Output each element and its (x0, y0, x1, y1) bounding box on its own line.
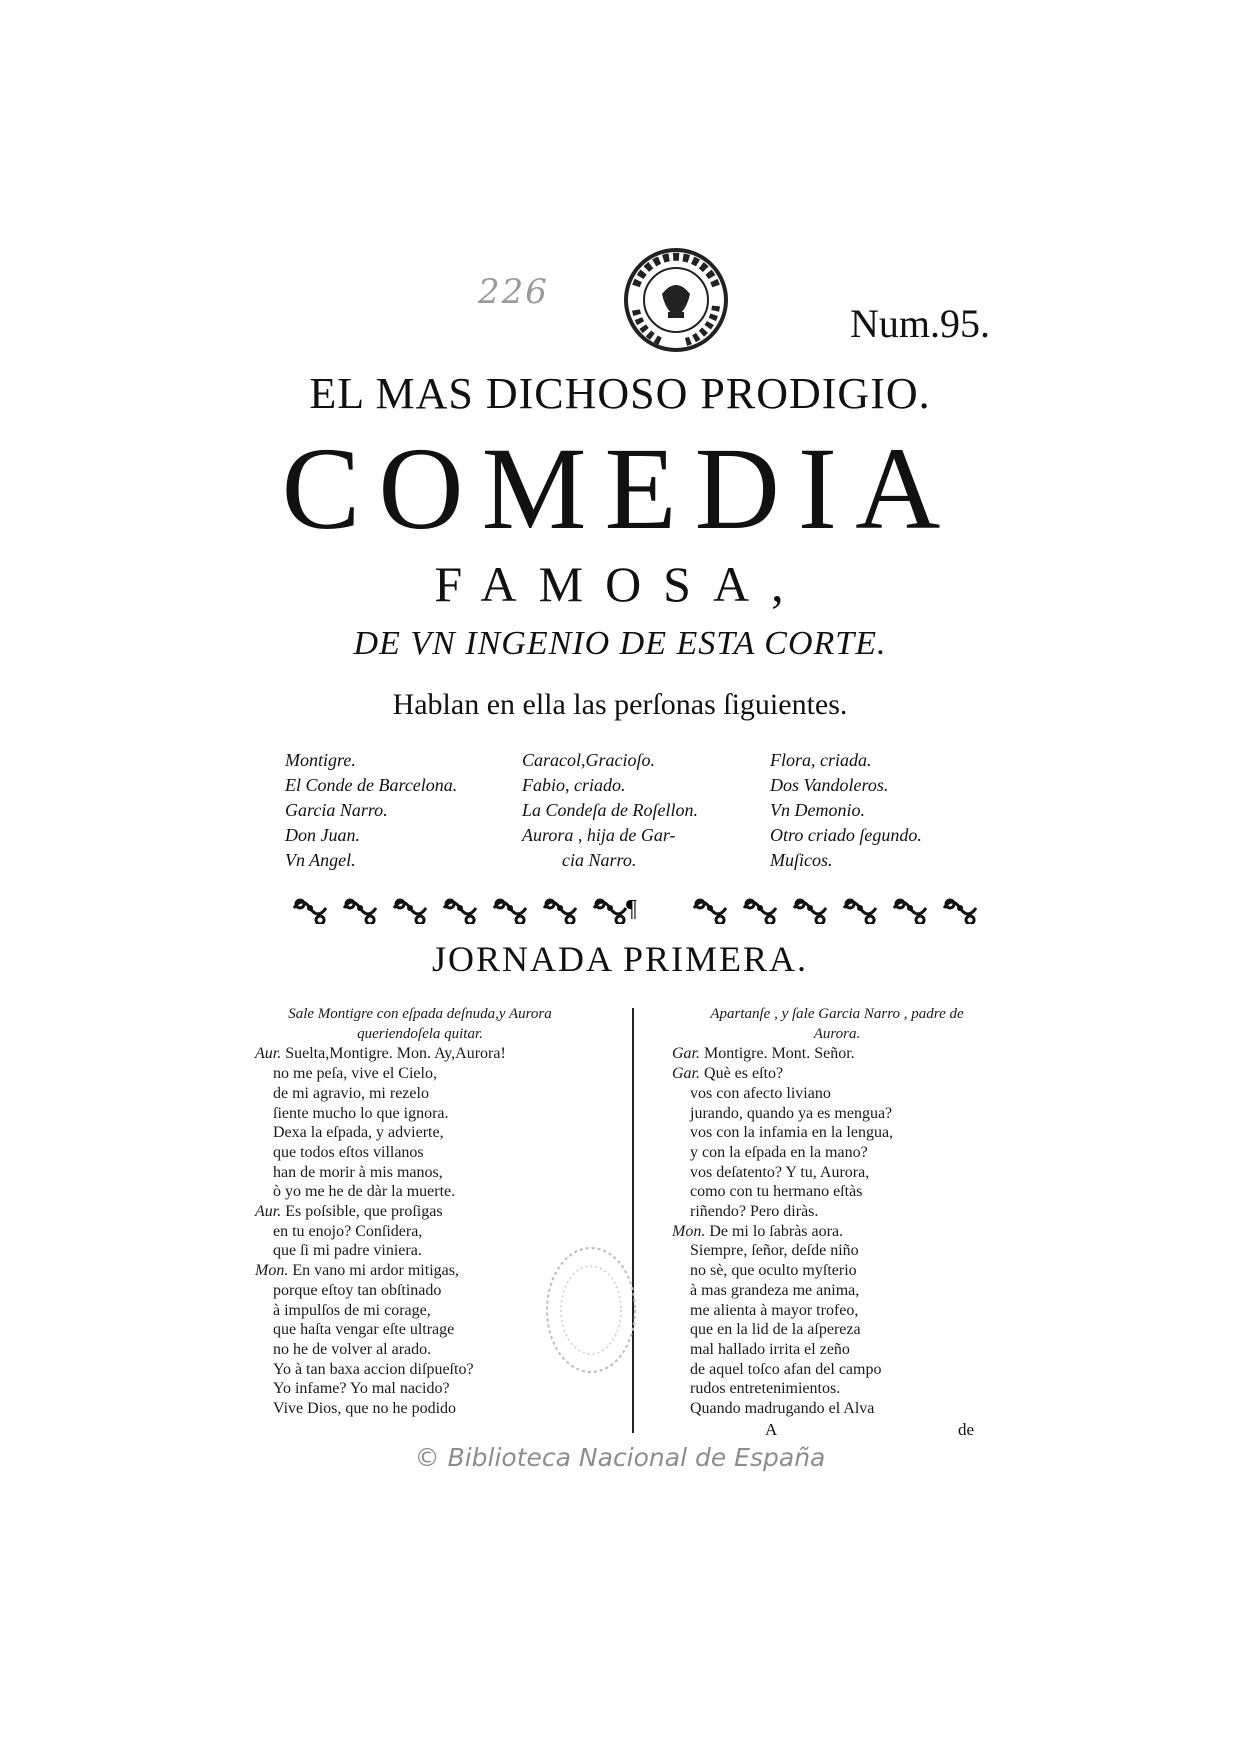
speaker-label: Gar. (672, 1045, 701, 1063)
verse-line (255, 1222, 585, 1242)
verse-line (255, 1261, 585, 1281)
library-stamp-icon (622, 246, 730, 354)
verse-text: ſiente mucho lo que ignora. (273, 1104, 449, 1122)
play-number: Num.95. (850, 301, 990, 346)
play-title: EL MAS DICHOSO PRODIGIO. (309, 369, 931, 418)
verse-text: de aquel toſco afan del campo (690, 1360, 882, 1378)
verse-text: Siempre, ſeñor, deſde niño (690, 1242, 859, 1260)
cast-item: Dos Vandoleros. (770, 775, 889, 795)
verse-text: y con la eſpada en la mano? (690, 1143, 868, 1161)
verse-text: Quando madrugando el Alva (690, 1400, 875, 1418)
verse-text: rudos entretenimientos. (690, 1380, 841, 1398)
verse-line (255, 1202, 585, 1222)
cast-item: Caracol,Gracioſo. (522, 750, 655, 770)
verse-line (672, 1340, 1002, 1360)
verse-text: De mi lo ſabràs aora. (709, 1222, 844, 1240)
cast-column-2 (522, 748, 742, 873)
stage-direction: Apartanſe , y ſale Garcia Narro , padre de (710, 1006, 964, 1022)
verse-text: en tu enojo? Conſidera, (273, 1222, 423, 1240)
copyright-watermark: © Biblioteca Nacional de España (414, 1443, 826, 1472)
verse-text: Yo infame? Yo mal nacido? (273, 1380, 450, 1398)
ornament-divider-icon (286, 892, 990, 924)
verse-line (672, 1104, 1002, 1124)
verse-line (255, 1044, 585, 1064)
verse-text: Es poſsible, que proſigas (285, 1203, 443, 1221)
verse-line (255, 1301, 585, 1321)
verse-line (672, 1399, 1002, 1419)
cast-item: Don Juan. (285, 825, 360, 845)
act-title: JORNADA PRIMERA. (431, 939, 809, 979)
verse-line (255, 1143, 585, 1163)
svg-text:¶: ¶ (626, 896, 637, 922)
verse-text: han de morir à mis manos, (273, 1163, 443, 1181)
cast-item: Aurora , hija de Gar- (522, 825, 676, 845)
verse-line (672, 1084, 1002, 1104)
verse-text: vos con la infamia en la lengua, (690, 1124, 894, 1142)
verse-text: En vano mi ardor mitigas, (292, 1262, 459, 1280)
cast-item: Flora, criada. (770, 750, 872, 770)
speaker-label: Gar. (672, 1065, 701, 1083)
stage-direction: Aurora. (813, 1025, 861, 1042)
speaker-label: Aur. (255, 1203, 282, 1221)
verse-line (672, 1261, 1002, 1281)
cast-item: Otro criado ſegundo. (770, 825, 922, 845)
verse-line (672, 1222, 1002, 1242)
verse-line (255, 1084, 585, 1104)
verse-text: Què es eſto? (704, 1065, 784, 1083)
verse-text: de mi agravio, mi rezelo (273, 1084, 429, 1102)
verse-text: porque eſtoy tan obſtinado (273, 1281, 442, 1299)
genre-subheading: FAMOSA, (434, 556, 806, 612)
cast-item: La Condeſa de Roſellon. (522, 800, 698, 820)
author-line: DE VN INGENIO DE ESTA CORTE. (353, 625, 887, 662)
verse-text: Dexa la eſpada, y advierte, (273, 1124, 444, 1142)
verse-text: Yo à tan baxa accion diſpueſto? (273, 1360, 474, 1378)
verse-text: mal hallado irrita el zeño (690, 1340, 850, 1358)
verse-line (255, 1360, 585, 1380)
verse-column-right (672, 1005, 1002, 1419)
verse-text: que todos eſtos villanos (273, 1143, 424, 1161)
catchword: de (958, 1420, 975, 1439)
verse-column-left (255, 1005, 585, 1419)
verse-line (255, 1399, 585, 1419)
cast-item: Muſicos. (770, 850, 833, 870)
verse-line (672, 1360, 1002, 1380)
stage-direction: Sale Montigre con eſpada deſnuda,y Aurora (288, 1006, 552, 1022)
verse-line (255, 1241, 585, 1261)
verse-line (255, 1104, 585, 1124)
verse-text: riñendo? Pero diràs. (690, 1203, 819, 1221)
verse-line (672, 1123, 1002, 1143)
verse-line (672, 1320, 1002, 1340)
verse-line (672, 1044, 1002, 1064)
cast-intro: Hablan en ella las perſonas ſiguientes. (392, 688, 848, 721)
verse-line (255, 1320, 585, 1340)
verse-line (672, 1182, 1002, 1202)
verse-text: Vive Dios, que no he podido (273, 1400, 457, 1418)
verse-text: me alienta à mayor trofeo, (690, 1301, 859, 1319)
verse-line (672, 1064, 1002, 1084)
verse-text: ò yo me he de dàr la muerte. (273, 1183, 456, 1201)
verse-line (255, 1281, 585, 1301)
cast-item: Vn Angel. (285, 850, 356, 870)
cast-item: Fabio, criado. (522, 775, 626, 795)
cast-column-1 (285, 748, 505, 873)
genre-heading: COMEDIA (281, 423, 959, 554)
verse-line (255, 1064, 585, 1084)
verse-line (672, 1143, 1002, 1163)
cast-item: Garcia Narro. (285, 800, 388, 820)
signature-mark: A (765, 1420, 778, 1439)
verse-line (672, 1281, 1002, 1301)
verse-text: à impulſos de mi corage, (273, 1301, 431, 1319)
verse-text: que haſta vengar eſte ultrage (273, 1321, 455, 1339)
speaker-label: Aur. (255, 1045, 282, 1063)
verse-text: jurando, quando ya es mengua? (690, 1104, 893, 1122)
stage-direction: queriendoſela quitar. (357, 1025, 483, 1042)
cast-item: cia Narro. (562, 850, 637, 870)
verse-text: que en la lid de la aſpereza (690, 1321, 861, 1339)
verse-line (255, 1182, 585, 1202)
verse-line (672, 1301, 1002, 1321)
verse-text: vos deſatento? Y tu, Aurora, (690, 1163, 870, 1181)
verse-text: à mas grandeza me anima, (690, 1281, 860, 1299)
verse-text: no sè, que oculto myſterio (690, 1262, 857, 1280)
verse-text: como con tu hermano eſtàs (690, 1183, 863, 1201)
cast-item: Montigre. (285, 750, 356, 770)
verse-line (672, 1379, 1002, 1399)
verse-text: Montigre. Mont. Señor. (704, 1045, 855, 1063)
blind-stamp-icon (542, 1242, 640, 1378)
verse-line (255, 1379, 585, 1399)
verse-line (255, 1123, 585, 1143)
verse-line (672, 1163, 1002, 1183)
verse-text: vos con afecto liviano (690, 1084, 831, 1102)
cast-item: El Conde de Barcelona. (285, 775, 458, 795)
cast-item: Vn Demonio. (770, 800, 865, 820)
verse-text: que ſi mi padre viniera. (273, 1242, 422, 1260)
verse-line (672, 1241, 1002, 1261)
speaker-label: Mon. (255, 1262, 289, 1280)
verse-line (672, 1202, 1002, 1222)
verse-text: no me peſa, vive el Cielo, (273, 1065, 437, 1083)
cast-column-3 (770, 748, 1000, 873)
verse-line (255, 1163, 585, 1183)
verse-line (255, 1340, 585, 1360)
verse-text: Suelta,Montigre. Mon. Ay,Aurora! (285, 1045, 506, 1063)
speaker-label: Mon. (672, 1222, 706, 1240)
handwritten-shelf-mark: 226 (478, 272, 549, 312)
verse-text: no he de volver al arado. (273, 1340, 432, 1358)
